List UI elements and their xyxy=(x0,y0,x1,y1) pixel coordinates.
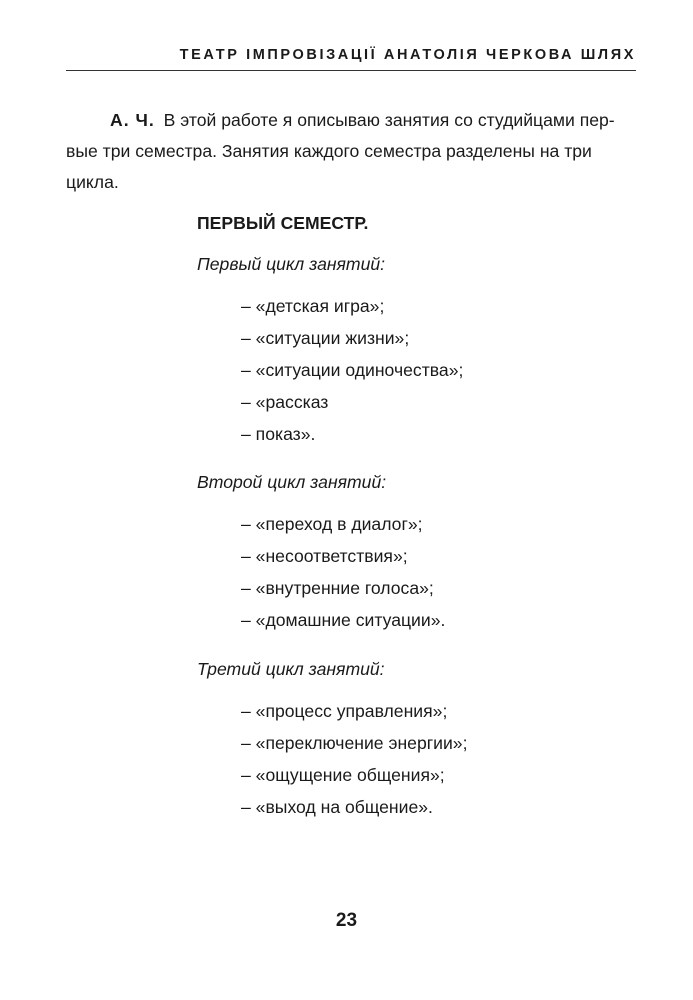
intro-line: цикла. xyxy=(66,172,119,192)
list-item: – «детская игра»; xyxy=(241,296,385,316)
cycle-list xyxy=(241,290,463,450)
semester-heading: ПЕРВЫЙ СЕМЕСТР. xyxy=(197,213,369,233)
intro-line xyxy=(66,105,636,136)
cycle-list xyxy=(241,508,445,636)
cycle-title: Первый цикл занятий: xyxy=(197,254,386,274)
intro-paragraph xyxy=(66,105,636,198)
list-item: – «ситуации одиночества»; xyxy=(241,360,464,380)
list-item: – «несоответствия»; xyxy=(241,546,408,566)
list-item: – «внутренние голоса»; xyxy=(241,578,434,598)
intro-line-text: В этой работе я описываю занятия со студийцами пер- xyxy=(163,110,615,130)
cycle-title: Третий цикл занятий: xyxy=(197,659,385,679)
list-item: – «рассказ xyxy=(241,392,329,412)
list-item: – «домашние ситуации». xyxy=(241,610,446,630)
list-item: – «ощущение общения»; xyxy=(241,765,445,785)
running-header: ТЕАТР ІМПРОВІЗАЦІЇ АНАТОЛІЯ ЧЕРКОВА ШЛЯХ xyxy=(179,47,636,63)
page-number: 23 xyxy=(335,910,358,931)
cycle-list xyxy=(241,695,468,823)
list-item: – «процесс управления»; xyxy=(241,701,448,721)
cycle-title: Второй цикл занятий: xyxy=(197,472,387,492)
intro-line: вые три семестра. Занятия каждого семестра разделены на три xyxy=(66,141,592,161)
author-initials: А. Ч. xyxy=(110,110,155,130)
header-rule xyxy=(66,70,636,71)
list-item: – показ». xyxy=(241,424,316,444)
list-item: – «выход на общение». xyxy=(241,797,433,817)
list-item: – «ситуации жизни»; xyxy=(241,328,410,348)
list-item: – «переключение энергии»; xyxy=(241,733,468,753)
list-item: – «переход в диалог»; xyxy=(241,514,423,534)
